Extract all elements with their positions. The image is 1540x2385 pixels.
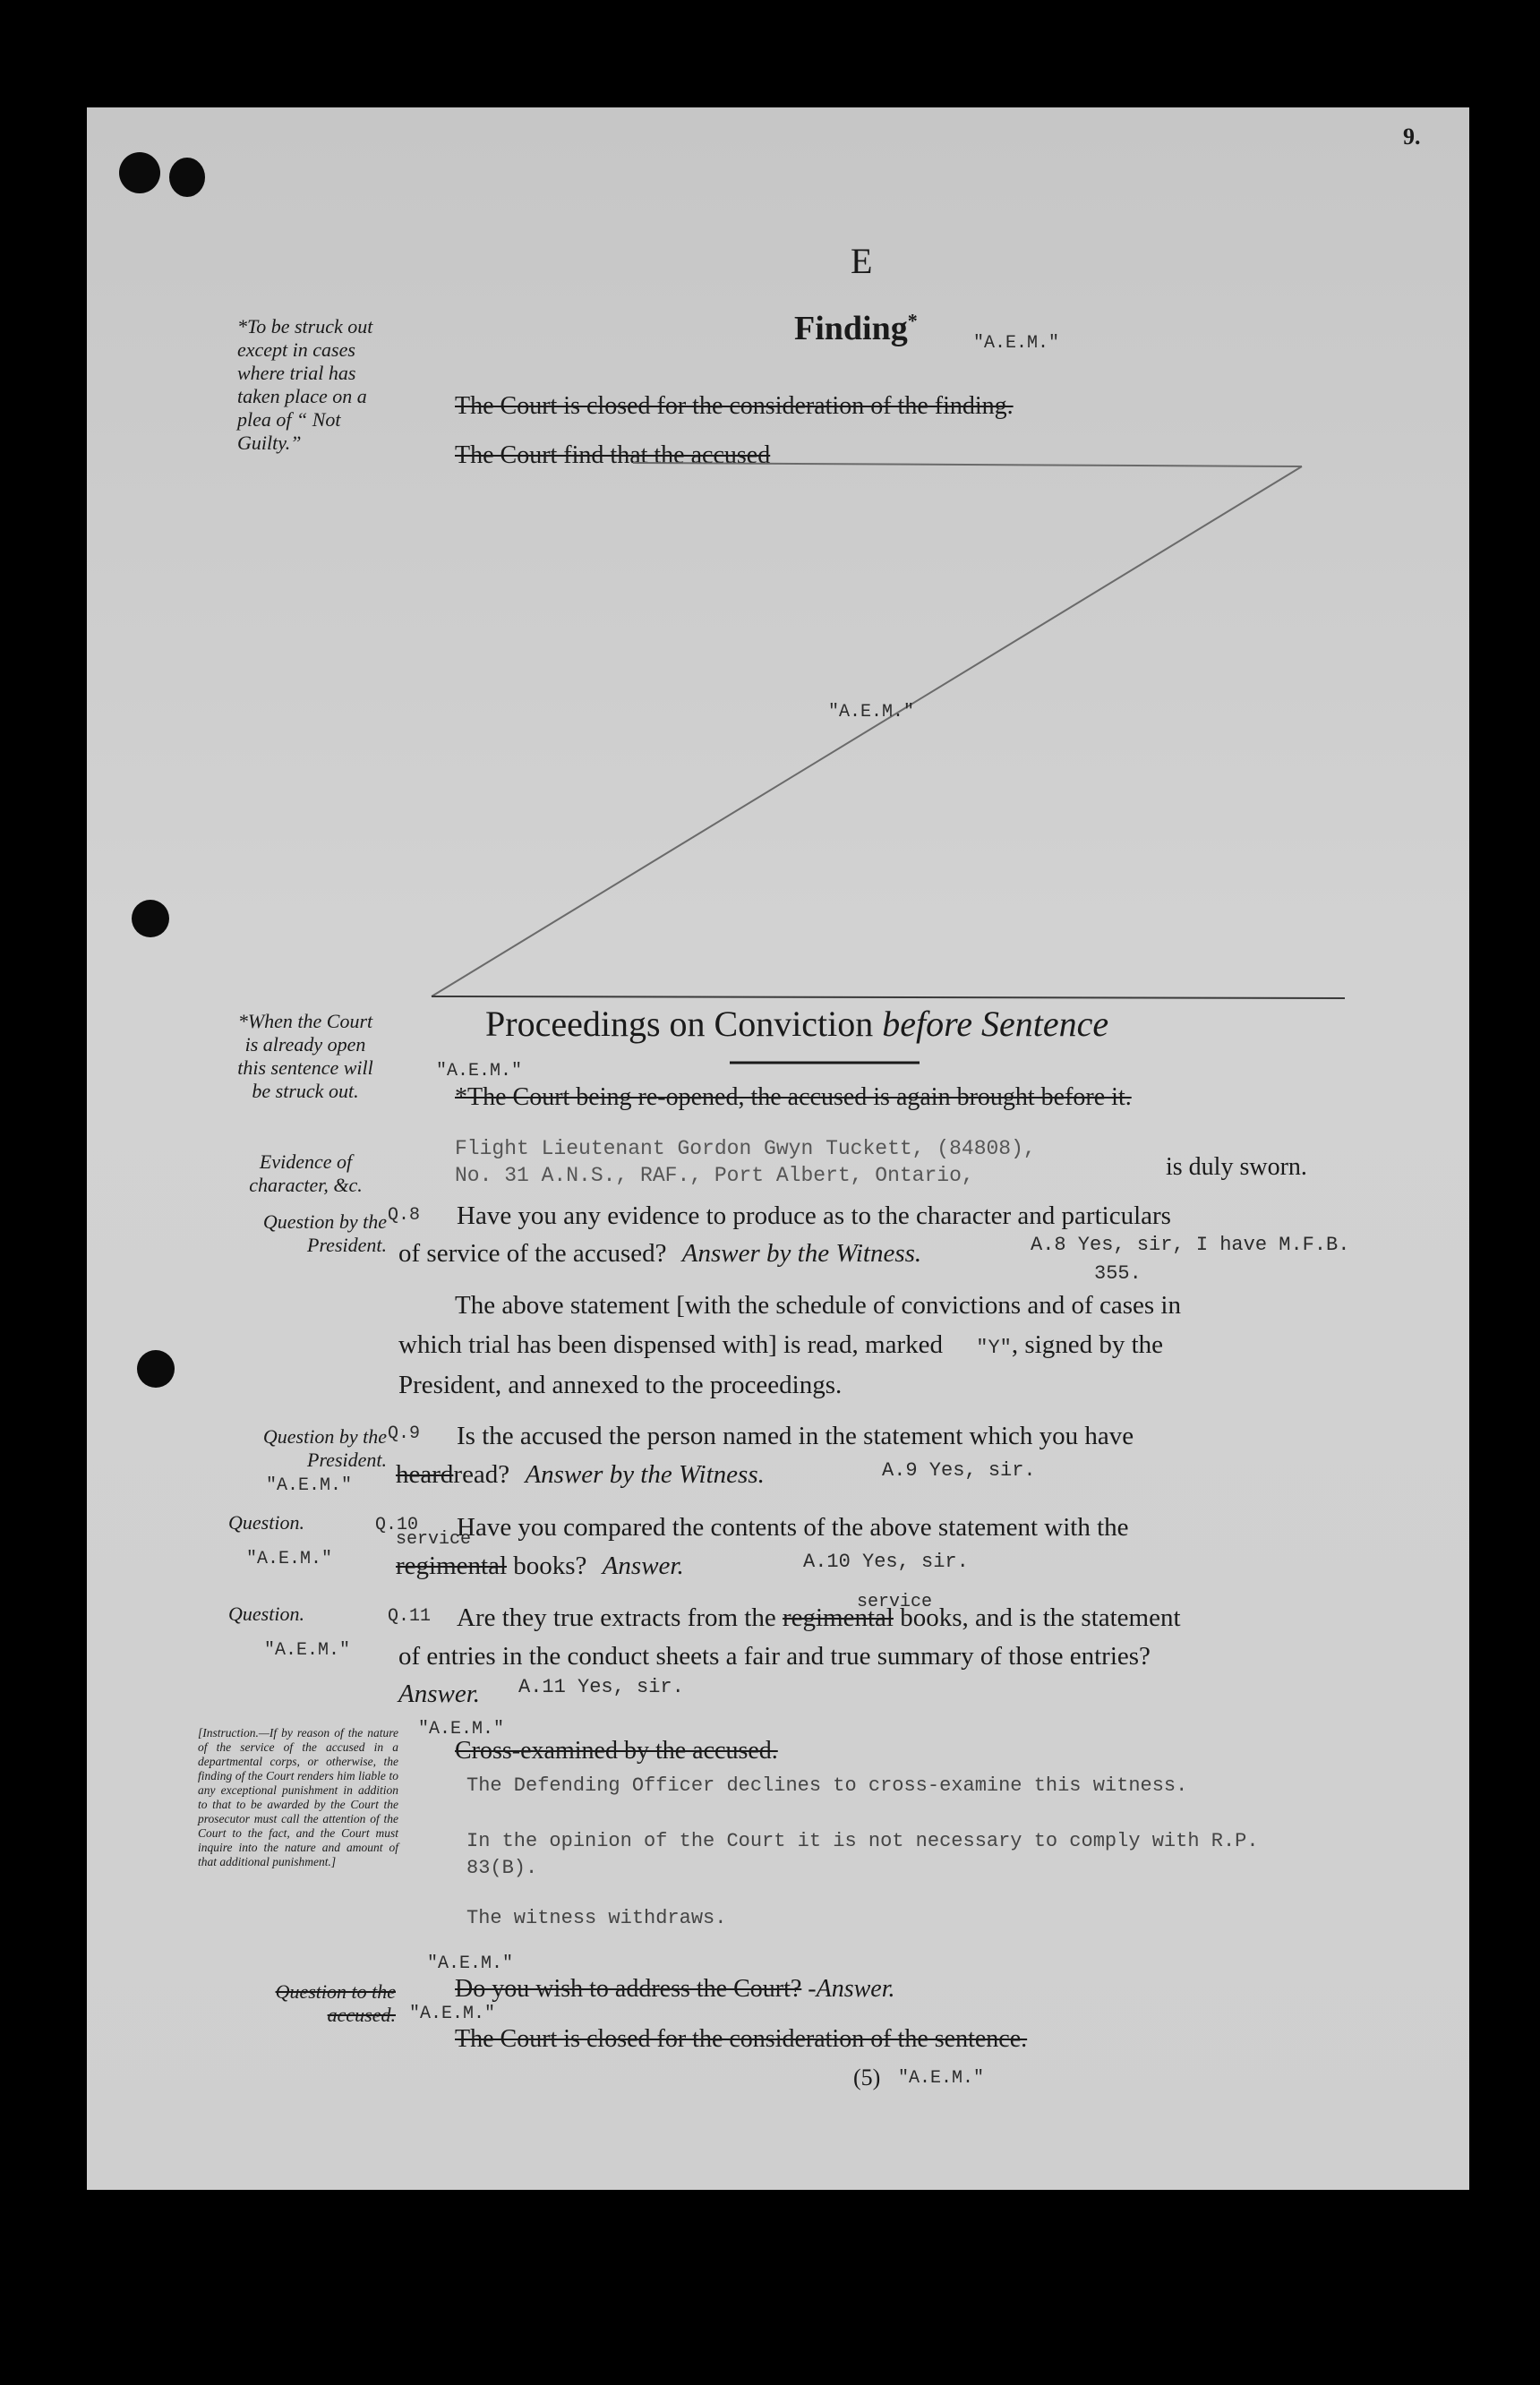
closed-line: The Court is closed for the consideration of the sentence. [455, 2025, 1028, 2053]
q10-text-2a: books? [513, 1552, 587, 1580]
q11-number: Q.11 [388, 1606, 432, 1627]
finding-asterisk: * [907, 309, 918, 332]
q8-text-1: Have you any evidence to produce as to the character and particulars [457, 1201, 1171, 1230]
section-letter: E [851, 241, 873, 281]
statement-line-2a: which trial has been dispensed with] is read, marked [398, 1330, 944, 1359]
address-answer-label: -Answer. [808, 1975, 895, 2003]
q11-text-2: of entries in the conduct sheets a fair and true summary of those entries? [398, 1642, 1151, 1671]
q11-answer-label: Answer. [398, 1680, 481, 1708]
q10-number: Q.10 [375, 1515, 419, 1535]
proceedings-heading-regular: Proceedings on Conviction [485, 1004, 874, 1044]
q9-text-2a: read? [453, 1460, 510, 1489]
q8-answer-label: Answer by the Witness. [681, 1239, 922, 1268]
page-number: 9. [1403, 124, 1421, 150]
q11-insert-word: service [857, 1592, 933, 1612]
proceedings-heading [485, 1003, 1108, 1045]
q9-margin-note: Question by the President. [262, 1425, 387, 1471]
finding-heading-text: Finding [794, 310, 908, 347]
witness-line-2: No. 31 A.N.S., RAF., Port Albert, Ontario, [455, 1164, 974, 1187]
q11-aem: "A.E.M." [264, 1640, 351, 1661]
q9-struck-word: heard [396, 1460, 454, 1489]
q11-margin-note: Question. [228, 1603, 304, 1625]
q8-text-2a: of service of the accused? [398, 1239, 667, 1268]
question-to-accused: Question to the accused. [275, 1980, 396, 2026]
statement-line-2b: , signed by the [1011, 1330, 1164, 1359]
q8-margin-note: Question by the President. [262, 1210, 387, 1256]
finding-aem: "A.E.M." [973, 333, 1060, 354]
q11-answer: A.11 Yes, sir. [518, 1676, 684, 1698]
witness-withdraws: The witness withdraws. [466, 1907, 727, 1929]
q10-answer: A.10 Yes, sir. [803, 1551, 969, 1573]
q11-text-1 [457, 1598, 1181, 1637]
court-open-margin-note: *When the Court is already open this sentence will be struck out. [237, 1010, 373, 1102]
q9-number: Q.9 [388, 1423, 421, 1444]
q11-struck-word: regimental [782, 1603, 894, 1632]
evidence-margin-note: Evidence of character, &c. [249, 1150, 363, 1196]
address-court-line [455, 1975, 895, 2004]
duly-sworn: is duly sworn. [1166, 1153, 1307, 1181]
q8-text-2 [398, 1234, 921, 1273]
q9-answer-label: Answer by the Witness. [525, 1460, 765, 1489]
q11-text-1b: books, and is the statement [900, 1603, 1181, 1632]
finding-line-1: The Court is closed for the consideration of the finding. [455, 392, 1014, 420]
q10-answer-label: Answer. [602, 1552, 684, 1580]
q8-answer: A.8 Yes, sir, I have M.F.B. [1031, 1234, 1350, 1256]
q10-insert-word: service [396, 1529, 472, 1550]
address-court-text: Do you wish to address the Court? [455, 1975, 802, 2003]
q10-struck-word: regimental [396, 1552, 508, 1580]
statement-mark: "Y" [976, 1337, 1012, 1359]
q9-text-1: Is the accused the person named in the statement which you have [457, 1422, 1134, 1450]
q9-aem: "A.E.M." [266, 1475, 353, 1496]
witness-line-1: Flight Lieutenant Gordon Gwyn Tuckett, (84808), [455, 1137, 1036, 1160]
q10-text-2 [396, 1546, 684, 1586]
q8-answer-cont: 355. [1094, 1262, 1142, 1285]
closed-aem: "A.E.M." [409, 2004, 496, 2024]
opinion-line-2: 83(B). [466, 1857, 538, 1879]
finding-center-aem: "A.E.M." [828, 702, 915, 722]
q10-margin-note: Question. [228, 1511, 304, 1534]
statement-line-3: President, and annexed to the proceedings. [398, 1371, 843, 1399]
statement-line-1: The above statement [with the schedule of convictions and of cases in [455, 1291, 1181, 1320]
address-aem: "A.E.M." [427, 1953, 514, 1974]
reopened-line: *The Court being re-opened, the accused is again brought before it. [455, 1083, 1132, 1111]
cross-aem: "A.E.M." [418, 1719, 505, 1740]
q9-answer: A.9 Yes, sir. [882, 1459, 1036, 1482]
statement-line-2 [398, 1325, 1163, 1368]
finding-line-2: The Court find that the accused [455, 441, 771, 469]
opinion-line-1: In the opinion of the Court it is not necessary to comply with R.P. [466, 1830, 1259, 1852]
q10-text-1: Have you compared the contents of the above statement with the [457, 1513, 1129, 1542]
instruction-note: [Instruction.—If by reason of the nature of the service of the accused in a departmental corps, or otherwise, the finding of the Court renders him liable to any exceptional punishment in addition to that to be awarded by the Court the prosecutor must call the attention of the Court to the fact, and the Court must inquire into the nature and amount of that additional punishment.] [198, 1726, 398, 1868]
reopen-aem: "A.E.M." [436, 1061, 523, 1081]
footer-aem: "A.E.M." [898, 2068, 985, 2089]
defending-officer-line: The Defending Officer declines to cross-examine this witness. [466, 1774, 1188, 1797]
q9-text-2 [396, 1455, 765, 1494]
finding-margin-note: *To be struck out except in cases where trial has taken place on a plea of “ Not Guilty.” [237, 315, 373, 454]
q8-number: Q.8 [388, 1205, 421, 1226]
document-page [87, 107, 1469, 2190]
proceedings-heading-italic: before Sentence [882, 1004, 1109, 1044]
q10-aem: "A.E.M." [246, 1549, 333, 1569]
footer-number: (5) [853, 2064, 881, 2090]
q11-text-1a: Are they true extracts from the [457, 1603, 776, 1632]
cross-examined-line: Cross-examined by the accused. [455, 1737, 778, 1765]
